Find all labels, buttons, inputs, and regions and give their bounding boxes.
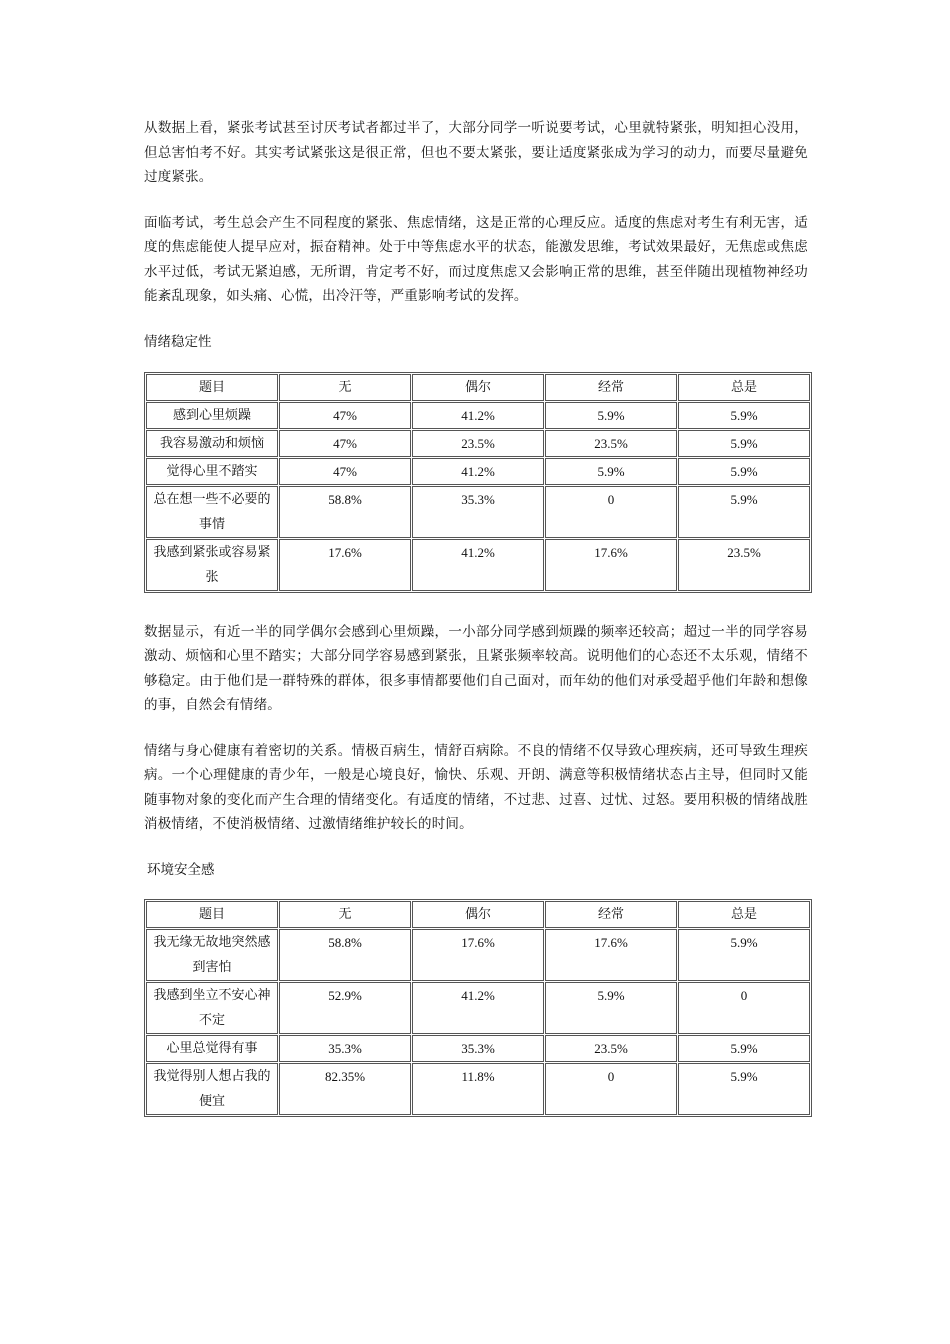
cell-value: 5.9%	[678, 929, 810, 981]
cell-value: 35.3%	[412, 486, 544, 538]
table-row	[146, 1035, 810, 1062]
table-environment-safety	[144, 899, 812, 1117]
cell-value: 5.9%	[678, 1063, 810, 1115]
table-row	[146, 539, 810, 591]
header-cell: 偶尔	[412, 901, 544, 928]
cell-value: 23.5%	[412, 430, 544, 457]
cell-value: 0	[545, 486, 677, 538]
row-label: 我感到紧张或容易紧张	[146, 539, 278, 591]
table-row	[146, 458, 810, 485]
cell-value: 58.8%	[279, 486, 411, 538]
table-row	[146, 430, 810, 457]
cell-value: 41.2%	[412, 458, 544, 485]
header-cell: 题目	[146, 901, 278, 928]
cell-value: 5.9%	[678, 402, 810, 429]
cell-value: 58.8%	[279, 929, 411, 981]
cell-value: 5.9%	[678, 458, 810, 485]
cell-value: 5.9%	[678, 1035, 810, 1062]
cell-value: 0	[678, 982, 810, 1034]
row-label: 总在想一些不必要的事情	[146, 486, 278, 538]
row-label: 我无缘无故地突然感到害怕	[146, 929, 278, 981]
section-title-environment-safety: 环境安全感	[147, 861, 215, 878]
table-row	[146, 486, 810, 538]
cell-value: 47%	[279, 402, 411, 429]
row-label: 我觉得别人想占我的便宜	[146, 1063, 278, 1115]
section-title-emotional-stability: 情绪稳定性	[144, 333, 212, 350]
cell-value: 23.5%	[545, 430, 677, 457]
table-row	[146, 402, 810, 429]
row-label: 觉得心里不踏实	[146, 458, 278, 485]
cell-value: 35.3%	[279, 1035, 411, 1062]
cell-value: 23.5%	[678, 539, 810, 591]
paragraph-data-shows: 数据显示，有近一半的同学偶尔会感到心里烦躁，一小部分同学感到烦躁的频率还较高；超过一半的同学容易激动、烦恼和心里不踏实；大部分同学容易感到紧张，且紧张频率较高。说明他们的心态还不太乐观，情绪不够稳定。由于他们是一群特殊的群体，很多事情都要他们自己面对，而年幼的他们对承受超乎他们年龄和想像的事，自然会有情绪。	[144, 623, 808, 713]
header-cell: 无	[279, 901, 411, 928]
cell-value: 11.8%	[412, 1063, 544, 1115]
header-cell: 经常	[545, 374, 677, 401]
row-label: 我感到坐立不安心神不定	[146, 982, 278, 1034]
cell-value: 52.9%	[279, 982, 411, 1034]
cell-value: 17.6%	[412, 929, 544, 981]
cell-value: 41.2%	[412, 982, 544, 1034]
cell-value: 41.2%	[412, 402, 544, 429]
cell-value: 41.2%	[412, 539, 544, 591]
cell-value: 17.6%	[279, 539, 411, 591]
header-cell: 经常	[545, 901, 677, 928]
table-row	[146, 982, 810, 1034]
paragraph-emotion-health: 情绪与身心健康有着密切的关系。情极百病生，情舒百病除。不良的情绪不仅导致心理疾病，还可导致生理疾病。一个心理健康的青少年，一般是心境良好，愉快、乐观、开朗、满意等积极情绪状态占主导，但同时又能随事物对象的变化而产生合理的情绪变化。有适度的情绪，不过悲、过喜、过忧、过怒。要用积极的情绪战胜消极情绪，不使消极情绪、过激情绪维护较长的时间。	[144, 742, 808, 832]
header-cell: 总是	[678, 374, 810, 401]
table-row	[146, 929, 810, 981]
cell-value: 5.9%	[545, 402, 677, 429]
row-label: 我容易激动和烦恼	[146, 430, 278, 457]
cell-value: 82.35%	[279, 1063, 411, 1115]
table-emotional-stability	[144, 372, 812, 593]
cell-value: 35.3%	[412, 1035, 544, 1062]
paragraph-exam-stress: 从数据上看，紧张考试甚至讨厌考试者都过半了，大部分同学一听说要考试，心里就特紧张，明知担心没用，但总害怕考不好。其实考试紧张这是很正常，但也不要太紧张，要让适度紧张成为学习的动力，而要尽量避免过度紧张。	[144, 120, 808, 185]
cell-value: 0	[545, 1063, 677, 1115]
cell-value: 5.9%	[545, 458, 677, 485]
document-page	[144, 112, 808, 1117]
cell-value: 17.6%	[545, 929, 677, 981]
paragraph-anxiety: 面临考试，考生总会产生不同程度的紧张、焦虑情绪，这是正常的心理反应。适度的焦虑对考生有利无害，适度的焦虑能使人提早应对，振奋精神。处于中等焦虑水平的状态，能激发思维，考试效果最好，无焦虑或焦虑水平过低，考试无紧迫感，无所谓，肯定考不好，而过度焦虑又会影响正常的思维，甚至伴随出现植物神经功能紊乱现象，如头痛、心慌，出冷汗等，严重影响考试的发挥。	[144, 214, 808, 304]
header-cell: 总是	[678, 901, 810, 928]
row-label: 感到心里烦躁	[146, 402, 278, 429]
table-header-row	[146, 901, 810, 928]
cell-value: 17.6%	[545, 539, 677, 591]
header-cell: 无	[279, 374, 411, 401]
cell-value: 23.5%	[545, 1035, 677, 1062]
table-row	[146, 1063, 810, 1115]
table-header-row	[146, 374, 810, 401]
cell-value: 5.9%	[545, 982, 677, 1034]
cell-value: 5.9%	[678, 486, 810, 538]
cell-value: 47%	[279, 458, 411, 485]
row-label: 心里总觉得有事	[146, 1035, 278, 1062]
cell-value: 47%	[279, 430, 411, 457]
cell-value: 5.9%	[678, 430, 810, 457]
header-cell: 偶尔	[412, 374, 544, 401]
header-cell: 题目	[146, 374, 278, 401]
